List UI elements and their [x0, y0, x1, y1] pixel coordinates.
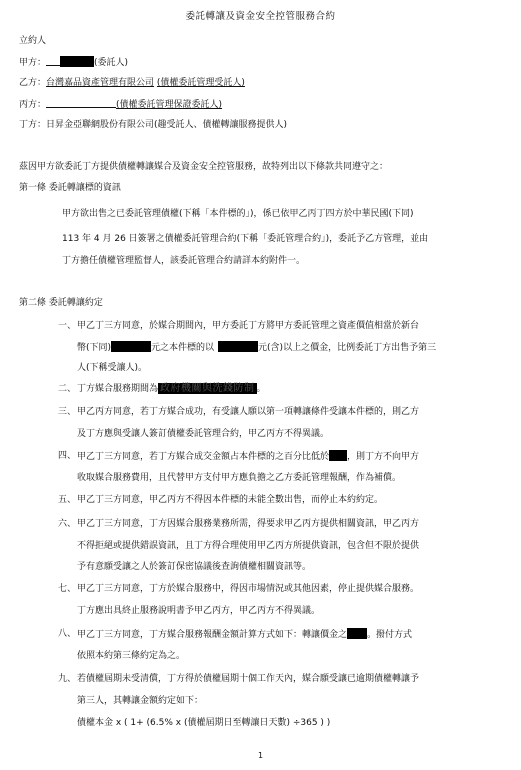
item8-line1 — [77, 628, 412, 641]
item9-line1: 若債權屆期未受清償，丁方得於債權屆期十個工作天內，媒合願受讓已逾期債權轉讓予 — [77, 674, 420, 684]
party-a-suffix: (委託人) — [94, 58, 129, 68]
article2-heading: 第二條 委託轉讓約定 — [19, 298, 103, 308]
article1-line2: 113 年 4 月 26 日簽署之債權委託管理合約(下稱「委託管理合約」)，委託予乙方管理，並由 — [62, 234, 429, 244]
item9-line2: 第三人，其轉讓金額約定如下： — [77, 696, 204, 706]
party-b-suffix: (債權委託管理受託人) — [156, 78, 245, 88]
item2-number: 二、 — [58, 384, 77, 394]
party-c-suffix: (債權委託管理保證委託人) — [116, 100, 223, 110]
item1-line1: 甲乙丁三方同意，於媒合期間內，甲方委託丁方將甲方委託管理之資產價值相當於新台 — [77, 321, 420, 331]
item1-line2-c: 元(含)以上之價金，比例委託丁方出售予第三 — [258, 343, 437, 353]
item1-line2 — [77, 341, 436, 354]
article1-line1: 甲方欲出售之已委託管理債權(下稱「本件標的」)，係已依甲乙丙丁四方於中華民國(下同) — [62, 209, 414, 219]
item4-percent-redaction — [329, 450, 347, 461]
item1-price-redaction — [218, 341, 258, 352]
item4-line1-a: 甲乙丁三方同意，若丁方媒合成交金額占本件標的之百分比低於 — [77, 452, 330, 462]
item1-line2-a: 幣(下同) — [77, 343, 112, 353]
document-title: 委託轉讓及資金安全控管服務合約 — [185, 11, 336, 22]
item2-line — [77, 383, 266, 395]
item6-line1: 甲乙丁三方同意，丁方因媒合服務業務所需，得要求甲乙丙方提供相關資訊，甲乙丙方 — [77, 519, 420, 529]
item2-redaction: 政府機關與洗錢防制 — [160, 383, 255, 394]
party-b — [19, 77, 245, 89]
party-b-name: 台灣嘉品資產管理有限公司 — [46, 78, 155, 88]
item7-number: 七、 — [58, 584, 77, 594]
item2-end: 。 — [256, 384, 266, 394]
intro-paragraph: 茲因甲方欲委託丁方提供債權轉讓媒合及資金安全控管服務，故特列出以下條款共同遵守之： — [19, 162, 389, 172]
item3-line1: 甲乙丙方同意，若丁方媒合成功，有受讓人願以第一項轉讓條件受讓本件標的，則乙方 — [77, 407, 420, 417]
party-a — [19, 56, 128, 69]
item7-line1: 甲乙丁三方同意，丁方於媒合服務中，得因市場情況或其他因素，停止提供媒合服務。 — [77, 584, 420, 594]
item6-line3: 予有意願受讓之人於簽訂保密協議後查詢債權相關資訊等。 — [77, 562, 312, 572]
item2-text: 丁方媒合服務期間為 — [77, 384, 159, 394]
item7-line2: 丁方應出具終止服務說明書予甲乙丙方，甲乙丙方不得異議。 — [77, 606, 321, 616]
item4-line1-b: ，則丁方不向甲方 — [347, 452, 420, 462]
parties-heading: 立約人 — [19, 36, 47, 46]
party-a-redaction — [60, 56, 94, 67]
item4-line1 — [77, 450, 419, 463]
item3-number: 三、 — [58, 407, 77, 417]
item6-number: 六、 — [58, 519, 77, 529]
page-number: 1 — [257, 751, 264, 760]
party-a-blank — [46, 56, 60, 66]
item1-line3: 人(下稱受讓人)。 — [77, 363, 148, 373]
article1-heading: 第一條 委託轉讓標的資訊 — [19, 183, 121, 193]
item8-line1-a: 甲乙丁三方同意，丁方媒合服務報酬金額計算方式如下：轉讓價金之 — [77, 630, 348, 640]
article1-line3: 丁方擔任債權管理監督人，該委託管理合約請詳本約附件一。 — [62, 256, 306, 266]
item8-number: 八、 — [58, 629, 77, 639]
item9-number: 九、 — [58, 674, 77, 684]
item5-line: 甲乙丁三方同意，甲乙丙方不得因本件標的未能全數出售，而停止本約約定。 — [77, 495, 384, 505]
item8-line2: 依照本約第三條約定為之。 — [77, 651, 186, 661]
item1-line2-b: 元之本件標的以 — [151, 343, 215, 353]
party-c — [19, 98, 222, 111]
item6-line2: 不得拒絕或提供錯誤資訊，且丁方得合理使用甲乙丙方所提供資訊，包含但不限於提供 — [77, 541, 420, 551]
party-c-blank — [46, 98, 116, 108]
party-b-prefix: 乙方： — [19, 78, 47, 88]
party-c-prefix: 丙方： — [19, 100, 47, 110]
item8-fee-redaction — [347, 628, 367, 639]
item1-amount-redaction — [111, 341, 151, 352]
item3-line2: 及丁方應與受讓人簽訂債權委託管理合約，甲乙丙方不得異議。 — [77, 429, 330, 439]
party-a-prefix: 甲方： — [19, 58, 47, 68]
item5-number: 五、 — [58, 495, 77, 505]
item8-line1-b: 。撥付方式 — [367, 630, 413, 640]
party-d: 丁方：日昇金亞聯網股份有限公司(趣受託人、債權轉讓服務提供人) — [19, 120, 288, 130]
item9-formula: 債權本金 x ( 1+ (6.5% x (債權屆期日至轉讓日天數) ÷365 ) ) — [77, 718, 331, 728]
item4-line2: 收取媒合服務費用，且代替甲方支付甲方應負擔之乙方委託管理報酬，作為補償。 — [77, 473, 402, 483]
item4-number: 四、 — [58, 451, 77, 461]
item1-number: 一、 — [58, 321, 77, 331]
